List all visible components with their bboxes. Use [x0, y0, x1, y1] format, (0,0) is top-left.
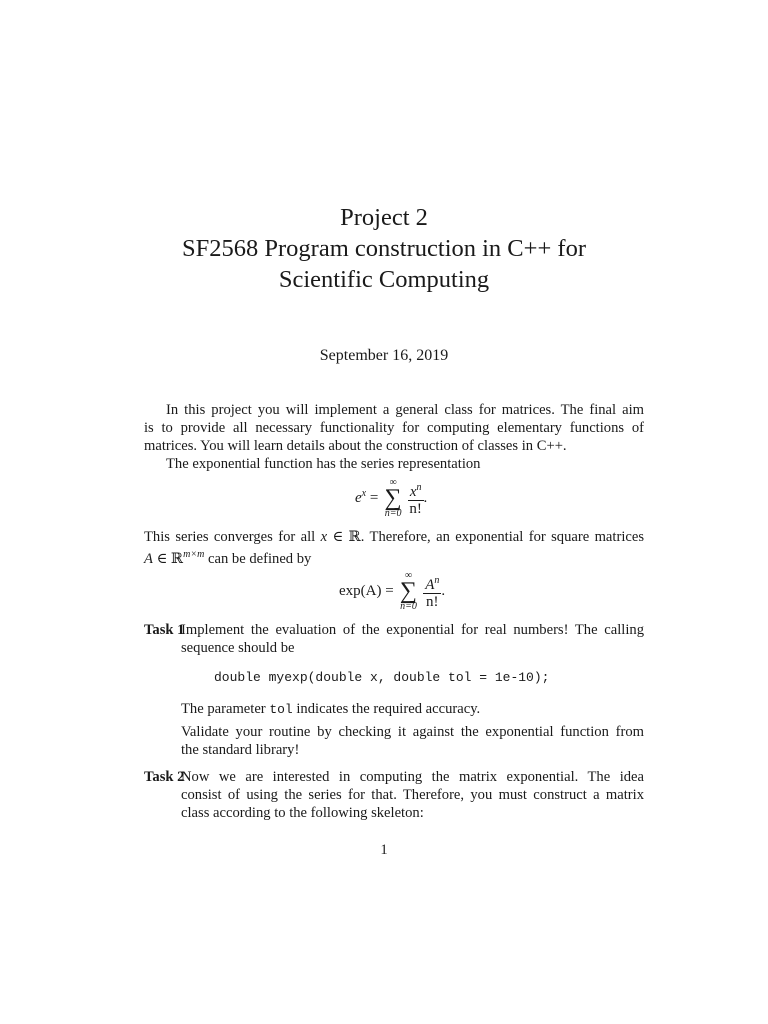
task1-code: double myexp(double x, double tol = 1e-10);: [214, 670, 550, 685]
task2-line-2: consist of using the series for that. Therefore, you must construct a matrix: [181, 787, 644, 803]
title-line-1: Project 2: [340, 204, 428, 231]
eq1-fraction: [408, 480, 424, 517]
eq2-sum-upper: ∞: [404, 570, 413, 581]
task2-line-3: class according to the following skeleton:: [181, 805, 424, 821]
task2-body: [181, 768, 644, 822]
task1-label: Task 1: [144, 622, 185, 638]
eq1-end: .: [423, 489, 428, 506]
eq1-sum-upper: ∞: [389, 477, 397, 488]
task1-validate-line-1: Validate your routine by checking it against the exponential function from: [181, 724, 644, 740]
eq2-sum: [397, 571, 419, 612]
intro-paragraph: [144, 401, 644, 473]
eq2-equals: =: [385, 582, 394, 599]
eq2-num: A: [425, 577, 435, 593]
intro-line-2: is to provide all necessary functionality for computing elementary functions of: [144, 420, 644, 436]
intro-line-4: The exponential function has the series representation: [166, 456, 481, 472]
eq1-num-sup: n: [416, 482, 422, 493]
task1-body: [181, 621, 644, 657]
equation-exp-series: [355, 478, 427, 519]
task1-line-1: Implement the evaluation of the exponential for real numbers! The calling: [181, 622, 644, 638]
eq1-lhs: e: [355, 489, 362, 506]
page-number: 1: [380, 842, 388, 858]
convergence-line-1: This series converges for all x ∈ ℝ. Therefore, an exponential for square matrices: [144, 529, 645, 545]
eq1-den: n!: [409, 501, 422, 517]
eq2-lhs: exp(A): [339, 582, 382, 599]
eq1-equals: =: [369, 489, 379, 506]
eq1-sum-lower: n=0: [384, 508, 402, 519]
document-date: September 16, 2019: [319, 347, 449, 364]
convergence-paragraph: [144, 528, 644, 568]
intro-line-3: matrices. You will learn details about the construction of classes in C++.: [144, 438, 567, 454]
eq2-sum-lower: n=0: [400, 601, 417, 612]
task2-label: Task 2: [144, 769, 185, 785]
task1-validate-text: [181, 723, 644, 759]
sigma-symbol: ∑: [384, 485, 402, 511]
task1-validate-line-2: the standard library!: [181, 742, 300, 758]
convergence-line-2: A ∈ ℝ$^{m\times m}$ can be defined by: [144, 549, 312, 567]
task2-line-1: Now we are interested in computing the matrix exponential. The idea: [181, 769, 644, 785]
equation-matrix-exp: [339, 571, 445, 612]
eq1-sum: [382, 478, 404, 519]
title-line-2: SF2568 Program construction in C++ for: [182, 235, 586, 262]
eq1-lhs-sup: x: [361, 487, 367, 499]
eq2-fraction: [423, 573, 441, 610]
task1-line-2: sequence should be: [181, 640, 295, 656]
eq2-num-sup: n: [434, 575, 440, 586]
sigma-symbol: ∑: [399, 578, 417, 604]
eq1-num: x: [409, 484, 417, 500]
eq2-end: .: [441, 582, 446, 599]
intro-line-1: In this project you will implement a general class for matrices. The final aim: [166, 402, 644, 418]
title-line-3: Scientific Computing: [278, 266, 490, 293]
task1-param-text: The parameter tol indicates the required accuracy.: [181, 701, 481, 717]
eq2-den: n!: [426, 594, 439, 610]
